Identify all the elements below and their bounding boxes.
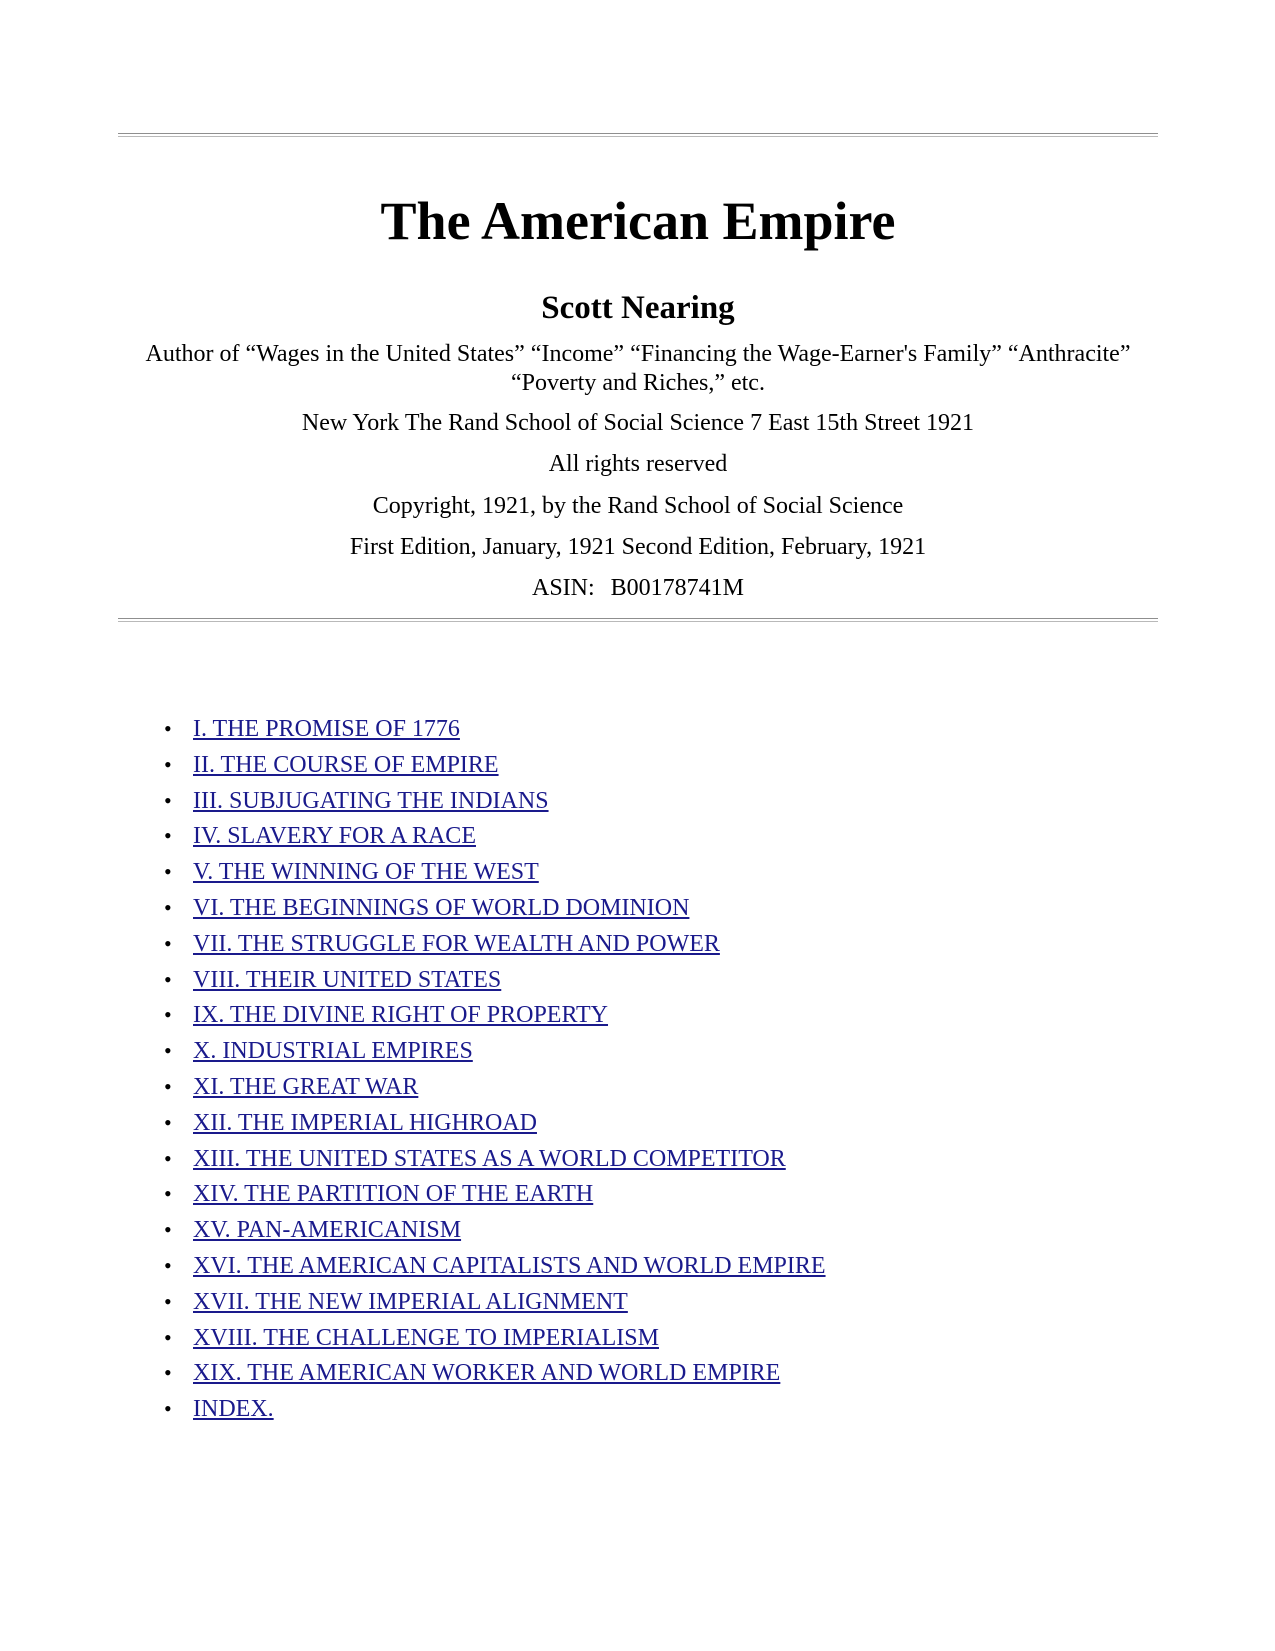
toc-link-chapter-4[interactable]: IV. SLAVERY FOR A RACE [193,823,476,850]
toc-item [150,1035,826,1071]
toc-item [150,928,826,964]
toc-item [150,1143,826,1179]
bullet-icon: • [164,1109,172,1135]
bullet-icon: • [164,1038,172,1064]
toc-link-chapter-7[interactable]: VII. THE STRUGGLE FOR WEALTH AND POWER [193,930,720,957]
edition-line: First Edition, January, 1921 Second Edition, February, 1921 [349,534,927,560]
asin-line [118,574,1158,603]
toc-item [150,892,826,928]
bullet-icon: • [164,1360,172,1386]
asin-value: B00178741M [610,575,745,601]
book-title: The American Empire [380,191,896,251]
author-works-line-1: Author of “Wages in the United States” “Income” “Financing the Wage-Earner's Family” “Anthracite” [145,341,1131,367]
bullet-icon: • [164,1073,172,1099]
toc-link-chapter-2[interactable]: II. THE COURSE OF EMPIRE [193,751,499,778]
toc-item [150,1286,826,1322]
bullet-icon: • [164,859,172,885]
toc-item [150,1214,826,1250]
table-of-contents [150,713,826,1429]
toc-item [150,713,826,749]
toc-link-chapter-15[interactable]: XV. PAN-AMERICANISM [193,1217,462,1244]
author-works-line-2: “Poverty and Riches,” etc. [511,370,765,396]
toc-link-chapter-5[interactable]: V. THE WINNING OF THE WEST [193,859,539,886]
toc-link-chapter-9[interactable]: IX. THE DIVINE RIGHT OF PROPERTY [193,1002,609,1029]
bullet-icon: • [164,716,172,741]
bullet-icon: • [164,894,172,920]
toc-item [150,964,826,1000]
rights-line: All rights reserved [548,451,728,477]
toc-item [150,1393,826,1429]
toc-link-chapter-17[interactable]: XVII. THE NEW IMPERIAL ALIGNMENT [193,1288,628,1315]
top-divider [118,133,1158,137]
bullet-icon: • [164,930,172,956]
toc-link-chapter-11[interactable]: XI. THE GREAT WAR [193,1073,419,1100]
toc-item [150,1357,826,1393]
bullet-icon: • [164,823,172,849]
asin-label: ASIN: [531,575,595,601]
bullet-icon: • [164,787,172,813]
toc-link-chapter-6[interactable]: VI. THE BEGINNINGS OF WORLD DOMINION [193,894,690,921]
bullet-icon: • [164,966,172,992]
toc-item [150,856,826,892]
toc-link-chapter-19[interactable]: XIX. THE AMERICAN WORKER AND WORLD EMPIRE [193,1360,781,1387]
toc-link-chapter-18[interactable]: XVIII. THE CHALLENGE TO IMPERIALISM [193,1324,659,1351]
toc-link-chapter-8[interactable]: VIII. THEIR UNITED STATES [193,966,502,993]
toc-link-chapter-3[interactable]: III. SUBJUGATING THE INDIANS [193,787,549,814]
toc-link-chapter-1[interactable]: I. THE PROMISE OF 1776 [193,716,460,742]
bullet-icon: • [164,1288,172,1314]
bottom-divider [118,618,1158,622]
toc-link-chapter-10[interactable]: X. INDUSTRIAL EMPIRES [193,1038,473,1065]
toc-item [150,785,826,821]
toc-item [150,1250,826,1286]
toc-item [150,1071,826,1107]
toc-item [150,1107,826,1143]
toc-item [150,999,826,1035]
bullet-icon: • [164,1145,172,1171]
toc-item [150,1178,826,1214]
toc-item [150,749,826,785]
author-works [118,340,1158,398]
toc-item [150,820,826,856]
toc-link-index[interactable]: INDEX. [193,1396,274,1423]
bullet-icon: • [164,751,172,777]
bullet-icon: • [164,1396,172,1422]
bullet-icon: • [164,1252,172,1278]
author-name: Scott Nearing [541,290,735,326]
copyright-line: Copyright, 1921, by the Rand School of Social Science [372,493,904,519]
toc-link-chapter-12[interactable]: XII. THE IMPERIAL HIGHROAD [193,1109,537,1136]
bullet-icon: • [164,1217,172,1243]
bullet-icon: • [164,1002,172,1028]
publisher-line: New York The Rand School of Social Science 7 East 15th Street 1921 [301,410,975,436]
bullet-icon: • [164,1324,172,1350]
toc-link-chapter-14[interactable]: XIV. THE PARTITION OF THE EARTH [193,1181,594,1208]
toc-item [150,1322,826,1358]
bullet-icon: • [164,1181,172,1207]
toc-link-chapter-13[interactable]: XIII. THE UNITED STATES AS A WORLD COMPETITOR [193,1145,786,1172]
toc-link-chapter-16[interactable]: XVI. THE AMERICAN CAPITALISTS AND WORLD EMPIRE [193,1252,826,1279]
